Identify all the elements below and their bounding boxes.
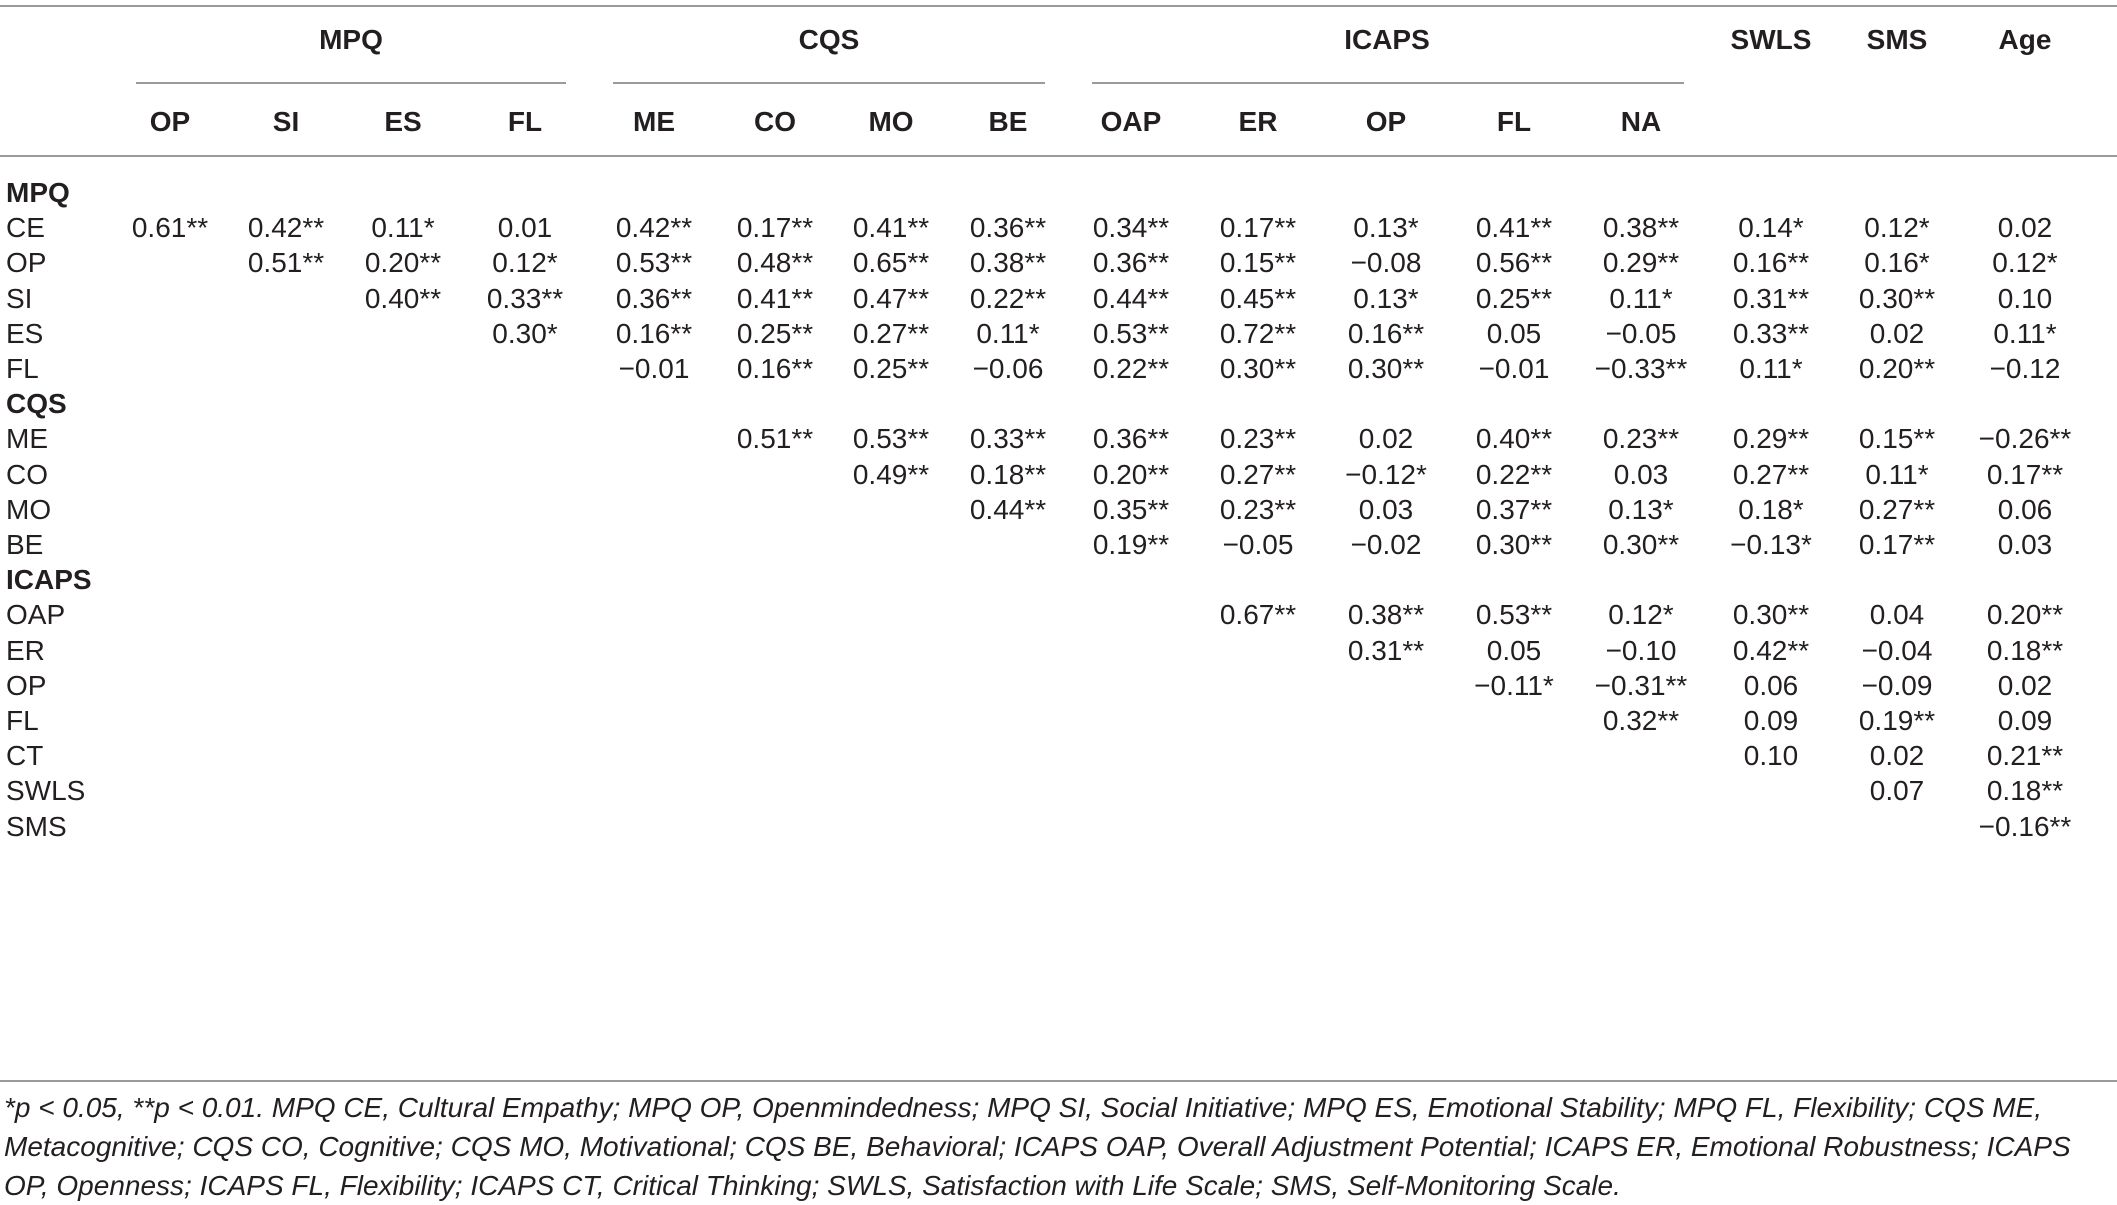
table-cell: 0.44**: [1092, 282, 1170, 314]
table-cell: 0.41**: [852, 212, 930, 244]
table-cell: 0.30**: [1732, 599, 1810, 631]
row-label: FL: [6, 353, 39, 384]
column-header: SI: [272, 106, 300, 137]
table-footnote: *p < 0.05, **p < 0.01. MPQ CE, Cultural Empathy; MPQ OP, Openmindedness; MPQ SI, Social Initiative; MPQ ES, Emotional Stability; MPQ FL, Flexibility; CQS ME, Metacognitive; CQS CO, Cognitive; CQS MO, Motivational; CQS BE, Behavioral; ICAPS OAP, Overall Adjustment Potential; ICAPS ER, Emotional Robustness; ICAPS OP, Openness; ICAPS FL, Flexibility; ICAPS CT, Critical Thinking; SWLS, Satisfaction with Life Scale; SMS, Self-Monitoring Scale.: [4, 1092, 2071, 1201]
row-label: SMS: [6, 810, 67, 842]
table-cell: 0.13*: [1353, 212, 1419, 244]
table-cell: 0.31**: [1732, 282, 1810, 314]
table-cell: 0.16**: [1732, 247, 1810, 279]
table-cell: 0.04: [1869, 599, 1925, 631]
table-cell: 0.53**: [1092, 317, 1170, 349]
table-cell: 0.41**: [736, 282, 814, 314]
table-cell: 0.16*: [1864, 247, 1930, 279]
table-cell: 0.30**: [1219, 353, 1297, 384]
column-header: ES: [384, 106, 422, 137]
column-header: ME: [633, 106, 675, 137]
column-header: NA: [1620, 106, 1662, 137]
row-label: SI: [6, 282, 33, 314]
column-header: OAP: [1100, 106, 1162, 137]
table-cell: 0.02: [1869, 317, 1925, 349]
table-cell: 0.61**: [131, 212, 209, 244]
mpq-group-rule: [136, 82, 566, 84]
table-cell: 0.33**: [1732, 317, 1810, 349]
table-cell: 0.53**: [852, 423, 930, 455]
table-cell: 0.36**: [969, 212, 1047, 244]
table-cell: 0.02: [1358, 423, 1414, 455]
table-cell: 0.05: [1486, 634, 1542, 666]
table-cell: 0.34**: [1092, 212, 1170, 244]
row-label: OAP: [6, 599, 66, 631]
group-header-mpq: MPQ: [319, 24, 383, 55]
table-cell: 0.13*: [1353, 282, 1419, 314]
table-cell: 0.53**: [615, 247, 693, 279]
table-cell: 0.20**: [1986, 599, 2064, 631]
section-header-cqs: CQS: [6, 388, 67, 420]
row-label: ME: [6, 423, 48, 455]
row-label: OP: [6, 669, 47, 701]
table-cell: 0.33**: [486, 282, 564, 314]
table-cell: 0.20**: [364, 247, 442, 279]
column-header: CO: [754, 106, 796, 137]
table-cell: 0.19**: [1092, 529, 1170, 560]
table-cell: 0.11*: [1739, 353, 1803, 384]
section-header-mpq: MPQ: [6, 177, 70, 208]
top-rule: [0, 5, 2117, 7]
table-cell: 0.51**: [736, 423, 814, 455]
group-header-swls: SWLS: [1730, 24, 1812, 55]
table-cell: 0.06: [1997, 493, 2053, 525]
section-header-icaps: ICAPS: [6, 564, 92, 596]
table-cell: 0.27**: [852, 317, 930, 349]
table-cell: 0.11*: [1865, 458, 1929, 490]
table-cell: 0.36**: [1092, 247, 1170, 279]
table-cell: 0.27**: [1858, 493, 1936, 525]
table-cell: 0.11*: [1609, 282, 1673, 314]
column-header: BE: [988, 106, 1028, 137]
table-cell: 0.27**: [1732, 458, 1810, 490]
table-cell: 0.56**: [1475, 247, 1553, 279]
table-cell: 0.25**: [1475, 282, 1553, 314]
table-cell: 0.30*: [492, 317, 558, 349]
table-cell: −0.05: [1605, 317, 1677, 349]
group-header-icaps: ICAPS: [1344, 24, 1430, 55]
row-label: CT: [6, 740, 44, 772]
table-cell: 0.02: [1997, 212, 2053, 244]
table-cell: −0.12*: [1345, 458, 1427, 490]
table-cell: −0.11*: [1474, 669, 1554, 701]
table-cell: 0.07: [1869, 775, 1925, 807]
table-cell: 0.01: [497, 212, 553, 244]
table-cell: 0.05: [1486, 317, 1542, 349]
bottom-rule: [0, 1080, 2117, 1082]
table-cell: 0.23**: [1219, 423, 1297, 455]
table-cell: 0.40**: [1475, 423, 1553, 455]
table-cell: 0.03: [1613, 458, 1669, 490]
row-label: SWLS: [6, 775, 86, 807]
table-cell: 0.35**: [1092, 493, 1170, 525]
row-label: ER: [6, 634, 45, 666]
table-cell: 0.42**: [615, 212, 693, 244]
table-cell: 0.18*: [1738, 493, 1804, 525]
table-cell: 0.29**: [1602, 247, 1680, 279]
table-cell: 0.16**: [736, 353, 814, 384]
table-cell: −0.26**: [1978, 423, 2072, 455]
header-bottom-rule: [0, 155, 2117, 157]
table-cell: 0.20**: [1858, 353, 1936, 384]
table-cell: 0.21**: [1986, 740, 2064, 772]
row-label: ES: [6, 317, 44, 349]
table-cell: −0.06: [972, 353, 1044, 384]
icaps-group-rule: [1092, 82, 1684, 84]
table-cell: 0.15**: [1858, 423, 1936, 455]
group-header-age: Age: [1998, 24, 2052, 55]
table-cell: 0.32**: [1602, 705, 1680, 736]
table-cell: 0.41**: [1475, 212, 1553, 244]
table-cell: 0.16**: [615, 317, 693, 349]
table-cell: 0.06: [1743, 669, 1799, 701]
table-cell: 0.15**: [1219, 247, 1297, 279]
table-cell: −0.10: [1605, 634, 1677, 666]
table-cell: 0.36**: [615, 282, 693, 314]
table-cell: −0.13*: [1730, 529, 1812, 560]
table-cell: 0.10: [1997, 282, 2053, 314]
table-cell: 0.23**: [1602, 423, 1680, 455]
table-cell: 0.10: [1743, 740, 1799, 772]
table-cell: 0.17**: [1219, 212, 1297, 244]
table-cell: 0.12*: [1608, 599, 1674, 631]
column-header: ER: [1238, 106, 1278, 137]
table-cell: 0.11*: [371, 212, 435, 244]
table-cell: −0.01: [618, 353, 690, 384]
table-cell: 0.11*: [1993, 317, 2057, 349]
table-cell: 0.17**: [736, 212, 814, 244]
table-cell: 0.11*: [976, 317, 1040, 349]
table-cell: 0.42**: [1732, 634, 1810, 666]
table-cell: 0.03: [1358, 493, 1414, 525]
table-cell: 0.18**: [1986, 634, 2064, 666]
table-cell: 0.30**: [1347, 353, 1425, 384]
table-cell: −0.04: [1861, 634, 1933, 666]
column-header: OP: [149, 106, 191, 137]
table-cell: 0.22**: [1475, 458, 1553, 490]
table-cell: −0.08: [1350, 247, 1422, 279]
table-cell: 0.18**: [969, 458, 1047, 490]
table-cell: 0.40**: [364, 282, 442, 314]
table-cell: 0.22**: [969, 282, 1047, 314]
cqs-group-rule: [613, 82, 1045, 84]
table-cell: 0.19**: [1858, 705, 1936, 736]
table-cell: 0.16**: [1347, 317, 1425, 349]
table-cell: 0.23**: [1219, 493, 1297, 525]
table-cell: 0.14*: [1738, 212, 1804, 244]
table-cell: 0.72**: [1219, 317, 1297, 349]
table-cell: 0.65**: [852, 247, 930, 279]
table-cell: 0.09: [1997, 705, 2053, 736]
group-header-sms: SMS: [1866, 24, 1928, 55]
row-label: MO: [6, 493, 52, 525]
table-cell: 0.27**: [1219, 458, 1297, 490]
table-cell: 0.36**: [1092, 423, 1170, 455]
table-cell: 0.30**: [1475, 529, 1553, 560]
table-cell: 0.47**: [852, 282, 930, 314]
table-cell: −0.33**: [1594, 353, 1688, 384]
table-cell: 0.29**: [1732, 423, 1810, 455]
table-cell: −0.12: [1989, 353, 2061, 384]
table-cell: 0.38**: [969, 247, 1047, 279]
table-cell: 0.17**: [1858, 529, 1936, 560]
table-cell: 0.25**: [736, 317, 814, 349]
table-cell: 0.38**: [1602, 212, 1680, 244]
table-cell: −0.01: [1478, 353, 1550, 384]
table-cell: 0.17**: [1986, 458, 2064, 490]
table-cell: 0.03: [1997, 529, 2053, 560]
table-cell: 0.31**: [1347, 634, 1425, 666]
table-cell: 0.12*: [492, 247, 558, 279]
row-label: BE: [6, 529, 44, 560]
table-cell: 0.18**: [1986, 775, 2064, 807]
table-cell: 0.30**: [1858, 282, 1936, 314]
row-label: OP: [6, 247, 47, 279]
table-cell: 0.51**: [247, 247, 325, 279]
row-label: CE: [6, 212, 45, 244]
table-cell: 0.25**: [852, 353, 930, 384]
table-cell: 0.02: [1869, 740, 1925, 772]
table-cell: 0.12*: [1864, 212, 1930, 244]
table-cell: 0.38**: [1347, 599, 1425, 631]
table-cell: 0.20**: [1092, 458, 1170, 490]
table-cell: 0.42**: [247, 212, 325, 244]
column-header: MO: [868, 106, 914, 137]
table-cell: 0.22**: [1092, 353, 1170, 384]
group-header-cqs: CQS: [798, 24, 860, 55]
table-cell: −0.16**: [1978, 810, 2072, 842]
table-cell: 0.53**: [1475, 599, 1553, 631]
table-cell: 0.45**: [1219, 282, 1297, 314]
table-cell: 0.30**: [1602, 529, 1680, 560]
table-cell: 0.67**: [1219, 599, 1297, 631]
table-cell: −0.05: [1222, 529, 1294, 560]
table-cell: 0.02: [1997, 669, 2053, 701]
table-cell: −0.31**: [1594, 669, 1688, 701]
table-cell: 0.49**: [852, 458, 930, 490]
table-cell: −0.02: [1350, 529, 1422, 560]
table-cell: 0.33**: [969, 423, 1047, 455]
row-label: FL: [6, 705, 39, 736]
table-cell: 0.44**: [969, 493, 1047, 525]
table-cell: 0.48**: [736, 247, 814, 279]
row-label: CO: [6, 458, 48, 490]
table-cell: 0.12*: [1992, 247, 2058, 279]
column-header: FL: [507, 106, 543, 137]
column-header: OP: [1365, 106, 1407, 137]
table-cell: 0.09: [1743, 705, 1799, 736]
table-cell: 0.37**: [1475, 493, 1553, 525]
table-cell: 0.13*: [1608, 493, 1674, 525]
column-header: FL: [1496, 106, 1532, 137]
table-cell: −0.09: [1861, 669, 1933, 701]
